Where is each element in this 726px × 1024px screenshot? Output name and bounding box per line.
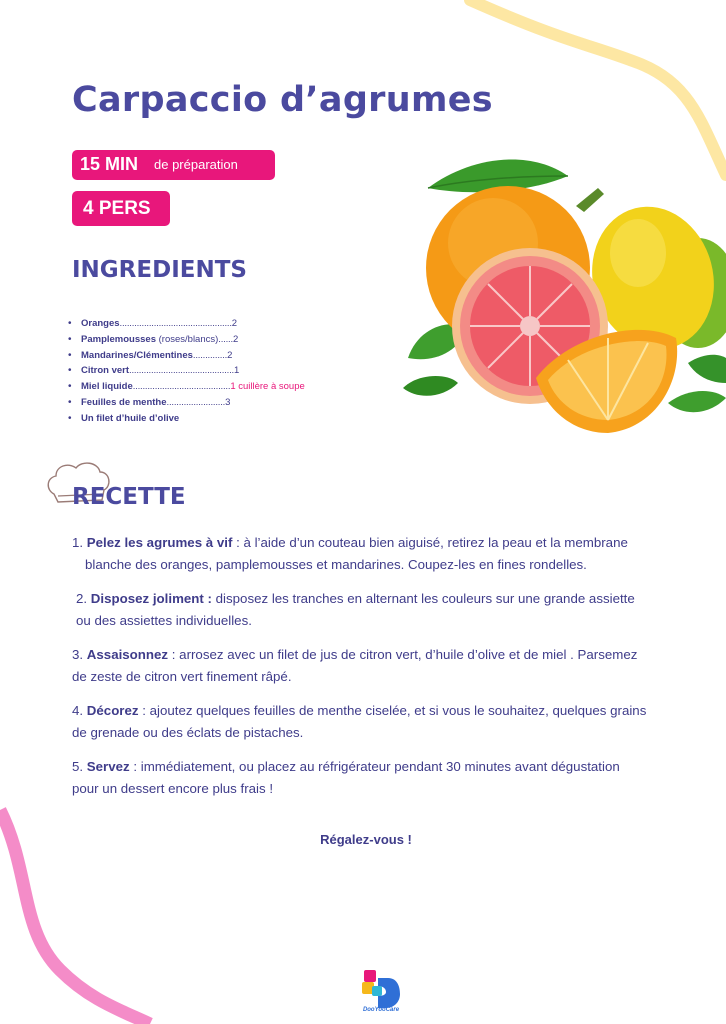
ingredient-dots: ........................................ [132, 381, 231, 393]
step-text: : ajoutez quelques feuilles de menthe ciselée, et si vous le souhaitez, quelques grains [138, 703, 647, 718]
ingredient-qty: 2 [227, 349, 233, 361]
step-text: : à l’aide d’un couteau bien aiguisé, retirez la peau et la membrane [232, 535, 628, 550]
step-title: Assaisonnez [86, 647, 169, 662]
citrus-illustration [398, 148, 726, 448]
ingredient-item [64, 395, 305, 411]
step-text-continued: blanche des oranges, pamplemousses et mandarines. Coupez-les en fines rondelles. [85, 557, 587, 572]
ingredient-qty: 1 cuillère à soupe [230, 381, 305, 393]
ingredient-dots: ........................ [166, 396, 226, 408]
prep-time-value: 15 MIN [80, 154, 139, 174]
recipe-step [72, 644, 682, 688]
recipe-step [72, 700, 682, 744]
ingredient-name: Mandarines/Clémentines [81, 349, 193, 361]
ingredient-qty: 2 [232, 333, 239, 345]
ingredients-list [64, 316, 305, 427]
page-title: Carpaccio d’agrumes [72, 80, 493, 120]
ingredient-qty: 2 [231, 318, 238, 329]
ingredients-heading: INGREDIENTS [72, 257, 247, 283]
ingredient-item [64, 348, 305, 364]
servings-value: 4 PERS [83, 198, 151, 219]
ingredient-name: Citron vert [81, 365, 130, 377]
step-title: Pelez les agrumes à vif [86, 535, 233, 550]
recipe-step [72, 756, 682, 800]
ingredient-dots: .............................................. [119, 318, 232, 329]
ingredient-note: (roses/blancs) [155, 333, 219, 345]
step-text: : immédiatement, ou placez au réfrigérateur pendant 30 minutes avant dégustation [129, 759, 620, 774]
ingredient-dots: ...... [218, 333, 233, 345]
ingredient-name: Pamplemousses [81, 333, 156, 345]
step-number: 3. [72, 647, 87, 662]
ingredient-item [64, 332, 305, 348]
ingredient-qty: 3 [225, 396, 231, 408]
step-number: 1. [72, 535, 87, 550]
ingredient-name: Oranges [81, 318, 120, 329]
step-text-continued: ou des assiettes individuelles. [76, 613, 252, 628]
step-text: : arrosez avec un filet de jus de citron vert, d’huile d’olive et de miel . Parsemez [168, 647, 638, 662]
ingredient-name: Miel liquide [81, 381, 133, 393]
ingredient-name: Feuilles de menthe [81, 396, 167, 408]
ingredient-item [64, 316, 305, 332]
recipe-step [72, 532, 682, 576]
ingredient-qty: 1 [233, 365, 240, 377]
step-text-continued: pour un dessert encore plus frais ! [72, 781, 274, 796]
prep-time-badge [72, 150, 275, 180]
step-title: Disposez joliment : [90, 591, 212, 606]
step-number: 4. [72, 703, 87, 718]
servings-badge [72, 191, 170, 226]
step-title: Décorez [86, 703, 139, 718]
recipe-heading: RECETTE [72, 484, 186, 510]
ingredient-name: Un filet d’huile d’olive [81, 412, 180, 424]
prep-time-label: de préparation [154, 157, 238, 172]
ingredient-item [64, 411, 305, 427]
step-text: disposez les tranches en alternant les couleurs sur une grande assiette [211, 591, 635, 606]
step-number: 5. [72, 759, 87, 774]
closing-message: Régalez-vous ! [320, 832, 412, 847]
ingredient-dots: .............. [192, 349, 228, 361]
ingredient-item [64, 363, 305, 379]
step-title: Servez [86, 759, 130, 774]
step-text-continued: de zeste de citron vert finement râpé. [72, 669, 292, 684]
ingredient-item [64, 379, 305, 395]
recipe-step [76, 588, 686, 632]
step-number: 2. [76, 591, 91, 606]
ingredient-dots: ........................................... [129, 365, 234, 377]
step-text-continued: de grenade ou des éclats de pistaches. [72, 725, 304, 740]
brand-logo-text: DooYooCare [362, 1007, 400, 1013]
